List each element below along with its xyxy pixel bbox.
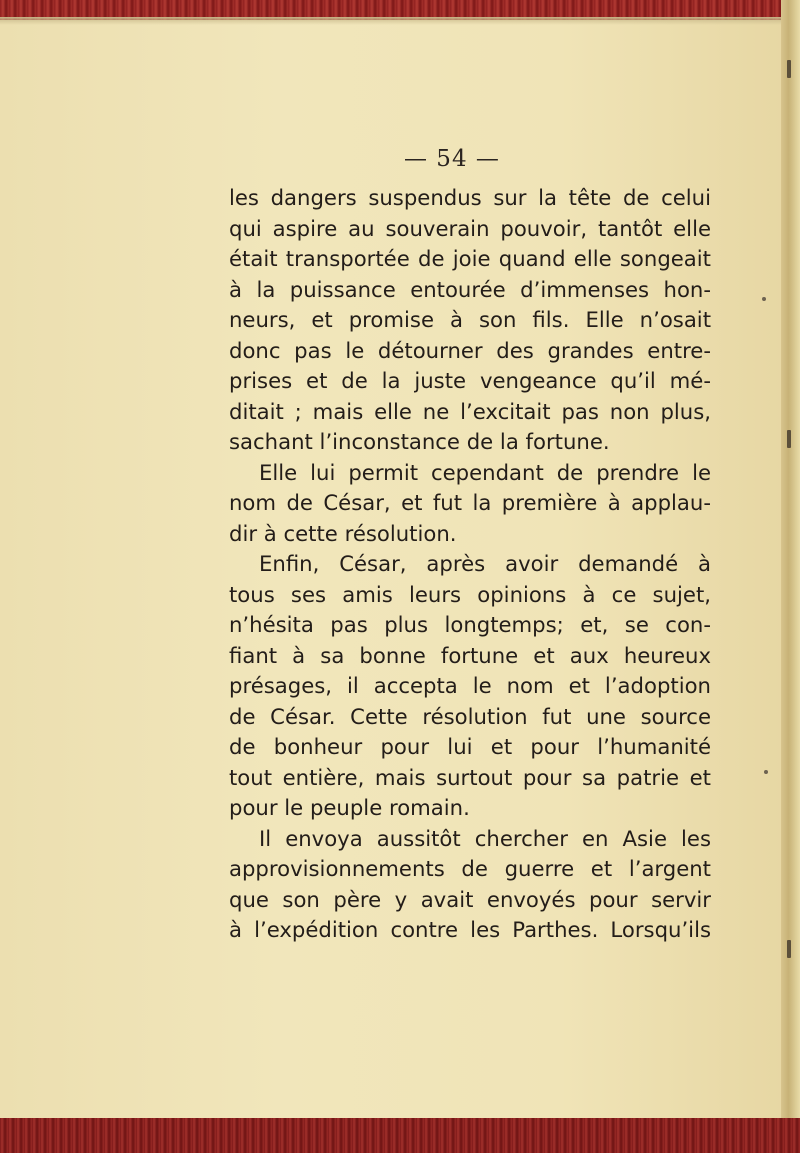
text-line: ditait ; mais elle ne l’excitait pas non plus,: [229, 398, 711, 424]
text-line: les dangers suspendus sur la tête de celui: [229, 185, 711, 210]
text-line: de César. Cette résolution fut une source: [229, 703, 711, 729]
text-line: nom de César, et fut la première à applau-: [229, 490, 711, 515]
text-line: dir à cette résolution.: [229, 520, 457, 546]
paper-speck: [762, 297, 766, 301]
text-line: prises et de la juste vengeance qu’il mé-: [229, 368, 711, 393]
text-line: à la puissance entourée d’immenses hon-: [229, 276, 711, 302]
edge-mark: [787, 60, 791, 78]
paper-speck: [764, 770, 768, 774]
top-book-edge: [0, 0, 800, 20]
text-line: de bonheur pour lui et pour l’humanité: [229, 734, 711, 759]
edge-mark: [787, 940, 791, 958]
text-line: tout entière, mais surtout pour sa patrie et: [229, 764, 711, 790]
text-line: Enfin, César, après avoir demandé à: [259, 551, 711, 576]
text-line: à l’expédition contre les Parthes. Lorsqu’ils: [229, 917, 711, 942]
text-line: fiant à sa bonne fortune et aux heureux: [229, 642, 711, 668]
page-number: — 54 —: [404, 146, 500, 172]
text-line: neurs, et promise à son fils. Elle n’osait: [229, 307, 711, 332]
bottom-book-edge: [0, 1118, 800, 1153]
edge-mark: [787, 430, 791, 448]
text-line: sachant l’inconstance de la fortune.: [229, 429, 610, 454]
text-line: que son père y avait envoyés pour servir: [229, 886, 711, 912]
text-line: donc pas le détourner des grandes entre-: [229, 337, 711, 363]
right-book-edge: [781, 0, 800, 1153]
text-line: était transportée de joie quand elle songeait: [229, 246, 711, 271]
text-line: tous ses amis leurs opinions à ce sujet,: [229, 581, 711, 607]
text-line: n’hésita pas plus longtemps; et, se con-: [229, 612, 711, 637]
text-line: Elle lui permit cependant de prendre le: [259, 459, 711, 485]
text-line: pour le peuple romain.: [229, 795, 470, 820]
text-line: qui aspire au souverain pouvoir, tantôt elle: [229, 215, 711, 241]
text-line: présages, il accepta le nom et l’adoption: [229, 673, 711, 698]
body-text: [229, 183, 711, 946]
text-line: approvisionnements de guerre et l’argent: [229, 856, 711, 881]
text-line: Il envoya aussitôt chercher en Asie les: [259, 825, 711, 851]
